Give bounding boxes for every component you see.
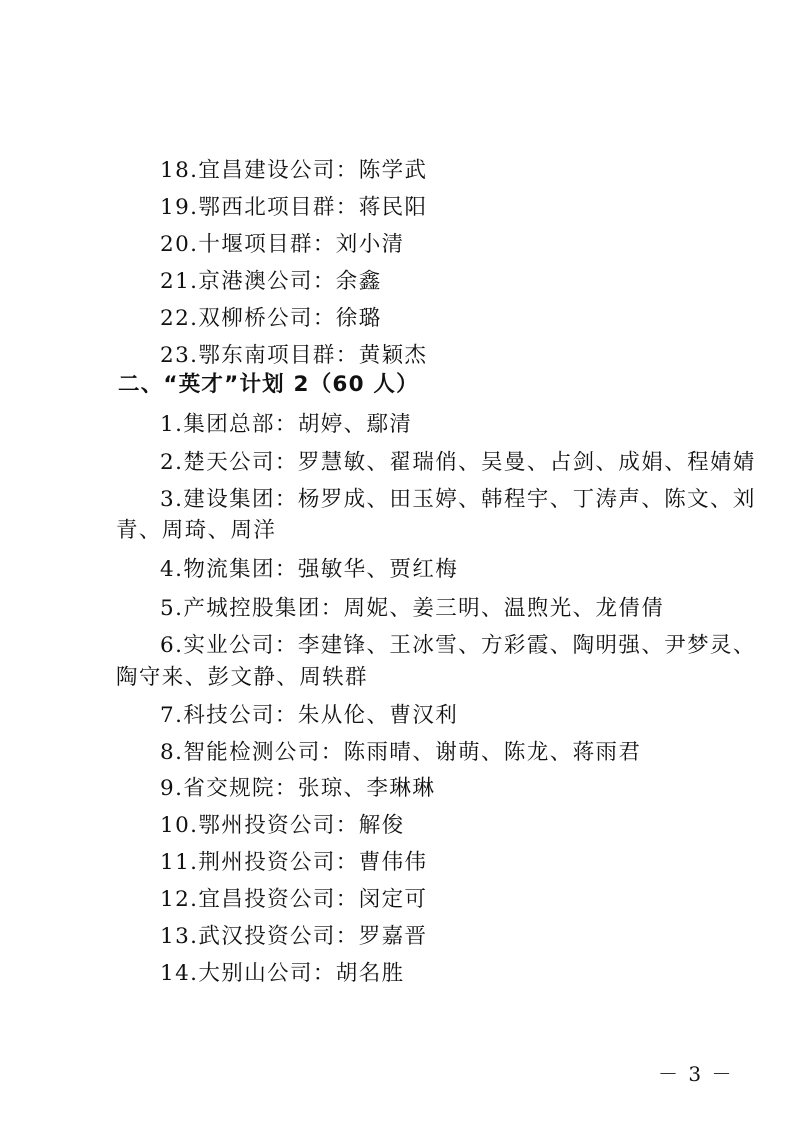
list-item: 20.十堰项目群：刘小清 (160, 232, 405, 257)
list-item: 22.双柳桥公司：徐璐 (160, 306, 382, 331)
list-item: 7.科技公司：朱从伦、曹汉利 (160, 703, 459, 728)
page-number: － 3 － (658, 1062, 734, 1086)
list-item: 14.大别山公司：胡名胜 (160, 961, 405, 986)
list-item: 8.智能检测公司：陈雨晴、谢萌、陈龙、蒋雨君 (160, 740, 642, 765)
list-item-continuation: 青、周琦、周洋 (116, 518, 277, 543)
list-item: 6.实业公司：李建锋、王冰雪、方彩霞、陶明强、尹梦灵、 (160, 633, 756, 658)
list-item: 19.鄂西北项目群：蒋民阳 (160, 195, 428, 220)
list-item: 13.武汉投资公司：罗嘉晋 (160, 924, 428, 949)
list-item: 3.建设集团：杨罗成、田玉婷、韩程宇、丁涛声、陈文、刘 (160, 487, 756, 512)
list-item: 11.荆州投资公司：曹伟伟 (160, 850, 428, 875)
list-item: 9.省交规院：张琼、李琳琳 (160, 776, 436, 801)
list-item: 12.宜昌投资公司：闵定可 (160, 887, 428, 912)
list-item: 1.集团总部：胡婷、鄢清 (160, 412, 413, 437)
section-heading: 二、“英才”计划 2（60 人） (118, 372, 419, 397)
list-item-continuation: 陶守来、彭文静、周轶群 (116, 665, 368, 690)
list-item: 21.京港澳公司：余鑫 (160, 269, 382, 294)
list-item: 2.楚天公司：罗慧敏、翟瑞俏、吴曼、占剑、成娟、程婧婧 (160, 450, 756, 475)
list-item: 4.物流集团：强敏华、贾红梅 (160, 557, 459, 582)
list-item: 23.鄂东南项目群：黄颖杰 (160, 343, 428, 368)
list-item: 18.宜昌建设公司：陈学武 (160, 158, 428, 183)
list-item: 10.鄂州投资公司：解俊 (160, 813, 405, 838)
list-item: 5.产城控股集团：周妮、姜三明、温煦光、龙倩倩 (160, 596, 665, 621)
